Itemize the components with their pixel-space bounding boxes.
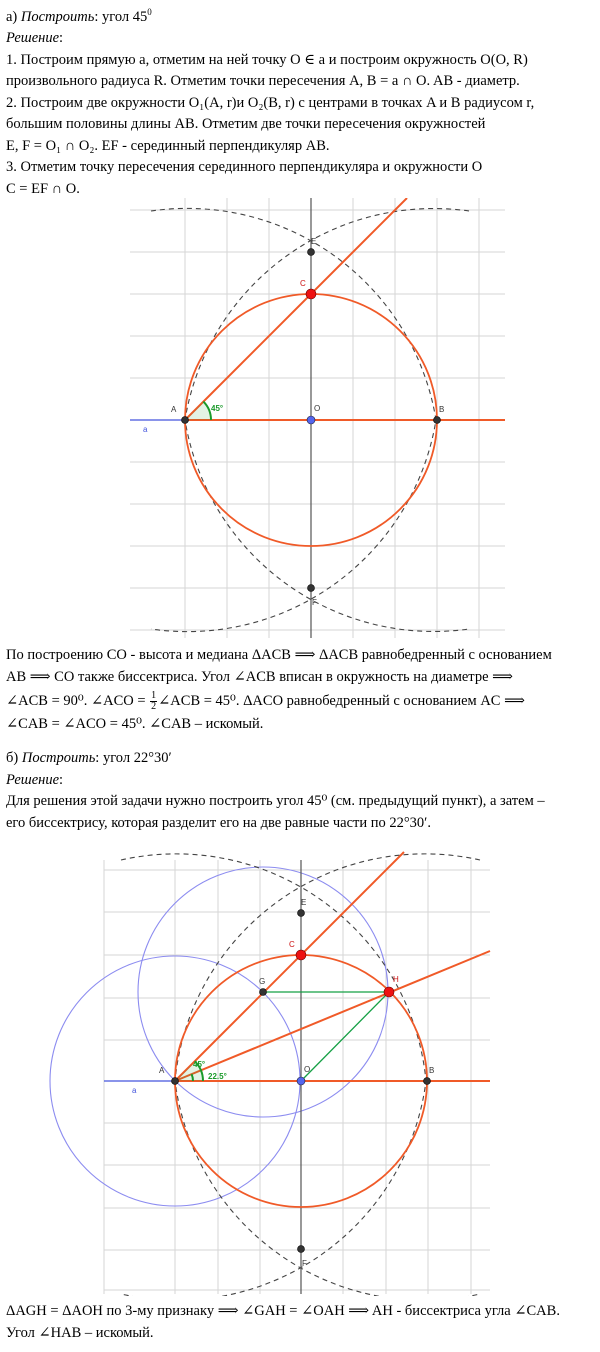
point-o-label: O (314, 404, 321, 413)
part-a-task-text: : угол 45 (94, 8, 148, 25)
point-f-label: F (312, 598, 317, 607)
point-c-b (296, 950, 306, 960)
part-b-desc-line2: его биссектрису, которая разделит его на две равные части по 22°30′. (6, 814, 431, 831)
step2-line3: E, F = O₁ ∩ O₂. EF - серединный перпендикуляр AB. (6, 137, 330, 154)
part-a-heading-block (6, 2, 592, 200)
part-a-task (6, 2, 592, 28)
part-b-label: б) (6, 750, 19, 766)
proof-a-line2: AB ⟹ CO также биссектриса. Угол ∠ACB вписан в окружность на диаметре ⟹ (6, 668, 513, 685)
point-b (434, 417, 441, 424)
point-c-label: C (300, 279, 306, 288)
point-f (308, 585, 315, 592)
part-b-solution-heading (6, 770, 592, 792)
figure-b (0, 838, 600, 1296)
angle-label-45-b: 45° (193, 1060, 206, 1069)
line-a-label-b: a (132, 1086, 137, 1095)
part-a-label: а) (6, 8, 18, 25)
part-a-solution-heading (6, 28, 592, 50)
point-b-b (424, 1078, 431, 1085)
fraction-numerator: 1 (151, 690, 157, 702)
figure-a (0, 198, 600, 638)
part-a-task-sup: 0 (147, 7, 152, 17)
point-b-label-b: B (429, 1066, 435, 1075)
point-e-label-b: E (301, 898, 307, 907)
part-b-solution-word: Решение (6, 771, 60, 788)
part-b-task (6, 748, 592, 770)
angle-fill-45 (185, 402, 211, 420)
point-c-label-b: C (289, 940, 295, 949)
part-b-proof (6, 1301, 592, 1344)
fraction-one-half (150, 691, 157, 712)
step3-line2: C = EF ∩ O. (6, 180, 80, 197)
line-a-label: a (143, 425, 148, 434)
proof-a-line3-start: ∠ACB = 90⁰. ∠ACO = (6, 693, 150, 709)
part-a-proof (6, 645, 592, 736)
segment-oh (301, 992, 389, 1081)
point-c (306, 289, 316, 299)
proof-a-line3-end: ∠ACB = 45⁰. ΔACO равнобедренный с основанием AC ⟹ (158, 693, 525, 709)
figure-b-grid (104, 860, 490, 1294)
point-f-b (298, 1246, 305, 1253)
step3-line1: 3. Отметим точку пересечения серединного перпендикуляра и окружности O (6, 159, 483, 176)
ray-ac (185, 198, 407, 420)
arc-center-a-b (121, 854, 426, 1296)
point-a-b (172, 1078, 179, 1085)
ray-ah-bisector (175, 951, 490, 1081)
part-b-heading-block (6, 748, 592, 834)
point-e (308, 249, 315, 256)
point-o-label-b: O (304, 1065, 311, 1074)
point-e-label: E (311, 237, 317, 246)
proof-a-line3 (6, 688, 592, 714)
part-a-solution-word: Решение (6, 30, 60, 47)
angle-label-22-5: 22.5° (208, 1072, 227, 1081)
angle-label-45: 45° (211, 404, 224, 413)
point-f-label-b: F (302, 1259, 307, 1268)
part-b-construct-word: Построить (21, 750, 96, 766)
point-a (182, 417, 189, 424)
point-a-label-b: A (159, 1066, 165, 1075)
part-a-construct-word: Построить (20, 8, 95, 25)
part-b-desc-line1: Для решения этой задачи нужно построить угол 45⁰ (см. предыдущий пункт), а затем – (6, 793, 545, 809)
proof-a-line1: По построению CO - высота и медиана ΔACB ⟹ ΔACB равнобедренный с основанием (6, 647, 552, 663)
step2-line2: большим половины длины AB. Отметим две точки пересечения окружностей (6, 116, 486, 133)
step1-line2: произвольного радиуса R. Отметим точки пересечения A, B = a ∩ O. AB - диаметр. (6, 73, 520, 90)
point-h-label: H (393, 975, 399, 984)
point-o (307, 416, 315, 424)
proof-b-line1: ΔAGH = ΔAOH по 3-му признаку ⟹ ∠GAH = ∠OAH ⟹ AH - биссектриса угла ∠CAB. (6, 1303, 560, 1319)
point-b-label: B (439, 405, 445, 414)
part-b-solution-colon: : (59, 771, 64, 788)
point-e-b (298, 910, 305, 917)
proof-b-line2: Угол ∠HAB – искомый. (6, 1324, 154, 1341)
point-g-label: G (259, 977, 266, 986)
point-a-label: A (171, 405, 177, 414)
point-o-b (297, 1077, 305, 1085)
ray-ac-b (175, 852, 404, 1081)
fraction-denominator: 2 (151, 701, 157, 713)
part-a-solution-colon: : (59, 30, 64, 47)
point-g (260, 989, 267, 996)
point-h (384, 987, 394, 997)
step1-line1: 1. Построим прямую a, отметим на ней точку O ∈ a и построим окружность O(O, R) (6, 51, 528, 68)
part-b-task-text: : угол 22°30′ (95, 750, 172, 766)
proof-a-line4: ∠CAB = ∠ACO = 45⁰. ∠CAB – искомый. (6, 716, 264, 732)
step2-line1: 2. Построим две окружности O₁(A, r)и O₂(B, r) с центрами в точках A и B радиусом r, (6, 94, 535, 111)
